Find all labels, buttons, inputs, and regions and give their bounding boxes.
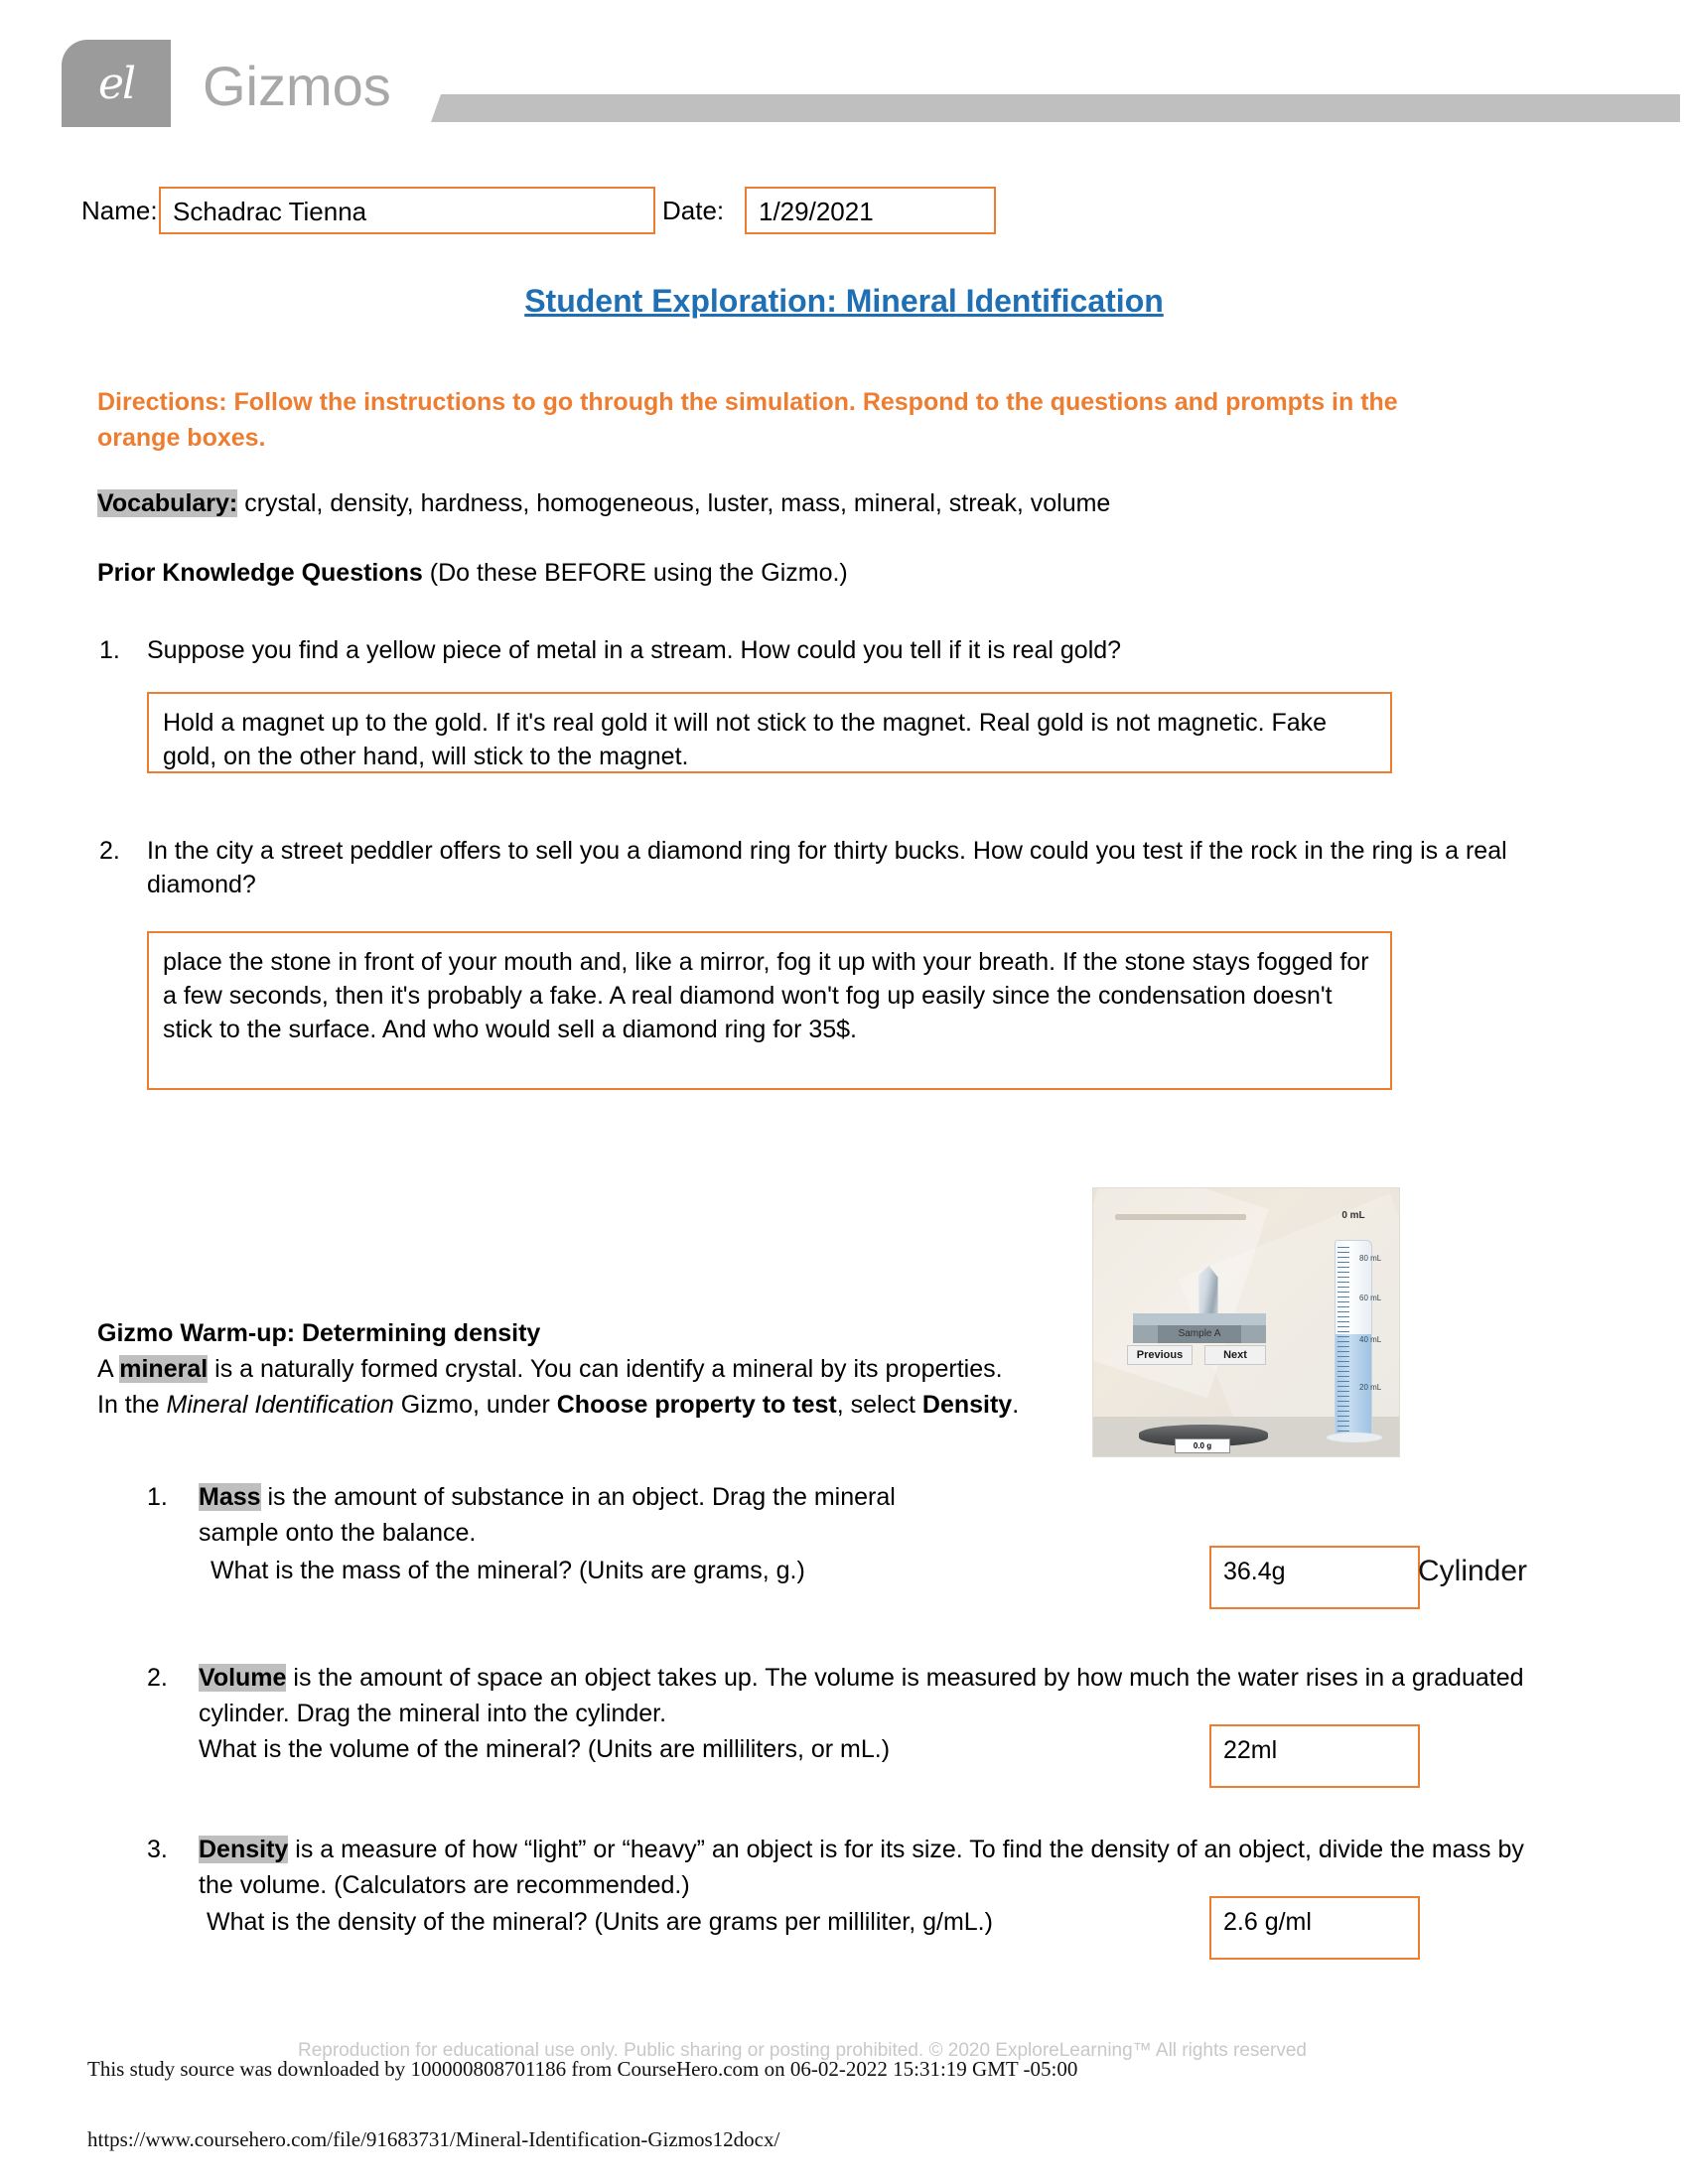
gizmo-cylinder-label-80: 80 mL [1359, 1254, 1382, 1263]
prior-question-1-prompt: Suppose you find a yellow piece of metal in a stream. How could you tell if it is real gold? [147, 636, 1122, 664]
gizmo-shelf [1115, 1214, 1246, 1220]
gizmo-warmup-block [97, 1315, 1021, 1423]
name-value: Schadrac Tienna [173, 197, 367, 226]
vocabulary-label: Vocabulary: [97, 489, 238, 517]
directions-text: Directions: Follow the instructions to go through the simulation. Respond to the questions and prompts in the orange boxes. [97, 388, 1398, 452]
header-gray-bar [431, 94, 1680, 122]
step-1-text: is the amount of substance in an object. Drag the mineral sample onto the balance. [199, 1483, 896, 1547]
step-3-question: What is the density of the mineral? (Units are grams per milliliter, g/mL.) [207, 1908, 993, 1936]
gizmo-previous-button[interactable]: Previous [1127, 1345, 1193, 1365]
explorelearning-logo-tile [62, 40, 171, 127]
gizmo-sample-label: Sample A [1158, 1325, 1240, 1343]
step-1-term: Mass [199, 1483, 261, 1511]
step-3-term: Density [199, 1836, 289, 1863]
stray-cylinder-text: Cylinder [1418, 1555, 1528, 1587]
mass-answer-box[interactable]: 36.4g [1209, 1546, 1420, 1609]
step-3-number: 3. [147, 1836, 168, 1863]
coursehero-download-line: This study source was downloaded by 100000808701186 from CourseHero.com on 06-02-2022 15:31:19 GMT -05:00 [87, 2057, 1078, 2081]
gizmos-wordmark: Gizmos [203, 55, 391, 117]
page-title: Student Exploration: Mineral Identification [524, 283, 1164, 319]
gizmo-warmup-heading: Gizmo Warm-up: Determining density [97, 1319, 541, 1347]
gizmo-cylinder-base [1327, 1433, 1382, 1442]
step-2-body [199, 1660, 1549, 1731]
warmup-choose-property: Choose property to test [556, 1391, 837, 1419]
date-label: Date: [662, 196, 725, 225]
step-1-number: 1. [147, 1483, 168, 1511]
gizmo-cylinder-ticks [1337, 1247, 1349, 1435]
warmup-text-part4: , select [836, 1391, 922, 1419]
name-label: Name: [81, 196, 158, 225]
prior-question-2-number: 2. [99, 837, 120, 865]
prior-question-2-prompt: In the city a street peddler offers to sell you a diamond ring for thirty bucks. How could you test if the rock in the ring is a real diamond? [147, 837, 1507, 898]
prior-answer-2-box[interactable]: place the stone in front of your mouth and, like a mirror, fog it up with your breath. If the stone stays fogged for a few seconds, then it's probably a fake. A real diamond won't fog up easily since the condensation doesn't stick to the surface. And who would sell a diamond ring for 35$. [147, 931, 1392, 1090]
prior-knowledge-heading-line [97, 556, 1487, 590]
volume-answer-box[interactable]: 22ml [1209, 1724, 1420, 1788]
prior-knowledge-heading: Prior Knowledge Questions [97, 559, 423, 587]
date-value: 1/29/2021 [759, 197, 874, 226]
warmup-text-part5: . [1012, 1391, 1020, 1419]
date-field[interactable] [745, 187, 996, 234]
warmup-term-mineral: mineral [119, 1355, 209, 1383]
name-date-row [81, 187, 1402, 234]
prior-question-1-number: 1. [99, 636, 120, 664]
gizmo-sample-tag [1133, 1325, 1266, 1343]
vocabulary-line [97, 486, 1487, 520]
gizmo-cylinder-label-40: 40 mL [1359, 1335, 1382, 1344]
prior-answer-1-box[interactable]: Hold a magnet up to the gold. If it's real gold it will not stick to the magnet. Real gold is not magnetic. Fake gold, on the other hand, will stick to the magnet. [147, 692, 1392, 773]
gizmo-cylinder-label-60: 60 mL [1359, 1294, 1382, 1302]
warmup-text-part3: Gizmo, under [393, 1391, 557, 1419]
warmup-text-part1: A [97, 1355, 120, 1383]
warmup-text-part2: is a naturally formed crystal. You can identify a mineral by its properties. In the [97, 1355, 1003, 1419]
step-1-body [199, 1479, 933, 1551]
step-2-number: 2. [147, 1664, 168, 1692]
density-answer-box[interactable]: 2.6 g/ml [1209, 1896, 1420, 1960]
coursehero-url: https://www.coursehero.com/file/91683731/Mineral-Identification-Gizmos12docx/ [87, 2127, 780, 2151]
gizmo-balance-reading: 0.0 g [1175, 1438, 1230, 1453]
step-3-body [199, 1832, 1564, 1903]
gizmo-cylinder-top-label: 0 mL [1341, 1210, 1365, 1221]
copyright-watermark: Reproduction for educational use only. Public sharing or posting prohibited. © 2020 ExploreLearning™ All rights reserved [298, 2040, 1307, 2061]
vocabulary-terms: crystal, density, hardness, homogeneous, luster, mass, mineral, streak, volume [237, 489, 1111, 517]
step-2-term: Volume [199, 1664, 287, 1692]
prior-knowledge-note: (Do these BEFORE using the Gizmo.) [422, 559, 848, 587]
step-2-text: is the amount of space an object takes up. The volume is measured by how much the water rises in a graduated cylinder. Drag the mineral into the cylinder. [199, 1664, 1524, 1727]
step-3-text: is a measure of how “light” or “heavy” an object is for its size. To find the density of an object, divide the mass by the volume. (Calculators are recommended.) [199, 1836, 1524, 1899]
name-field[interactable] [159, 187, 655, 234]
explorelearning-el-icon: el [97, 58, 135, 109]
step-2-question: What is the volume of the mineral? (Units are milliliters, or mL.) [199, 1735, 891, 1763]
step-1-question: What is the mass of the mineral? (Units are grams, g.) [211, 1557, 805, 1584]
warmup-density-option: Density [921, 1391, 1013, 1419]
brand-header [62, 40, 1620, 127]
gizmo-next-button[interactable]: Next [1204, 1345, 1266, 1365]
warmup-gizmo-name: Mineral Identification [166, 1391, 394, 1419]
gizmo-cylinder-label-20: 20 mL [1359, 1383, 1382, 1392]
gizmo-simulation-screenshot [1092, 1187, 1400, 1457]
